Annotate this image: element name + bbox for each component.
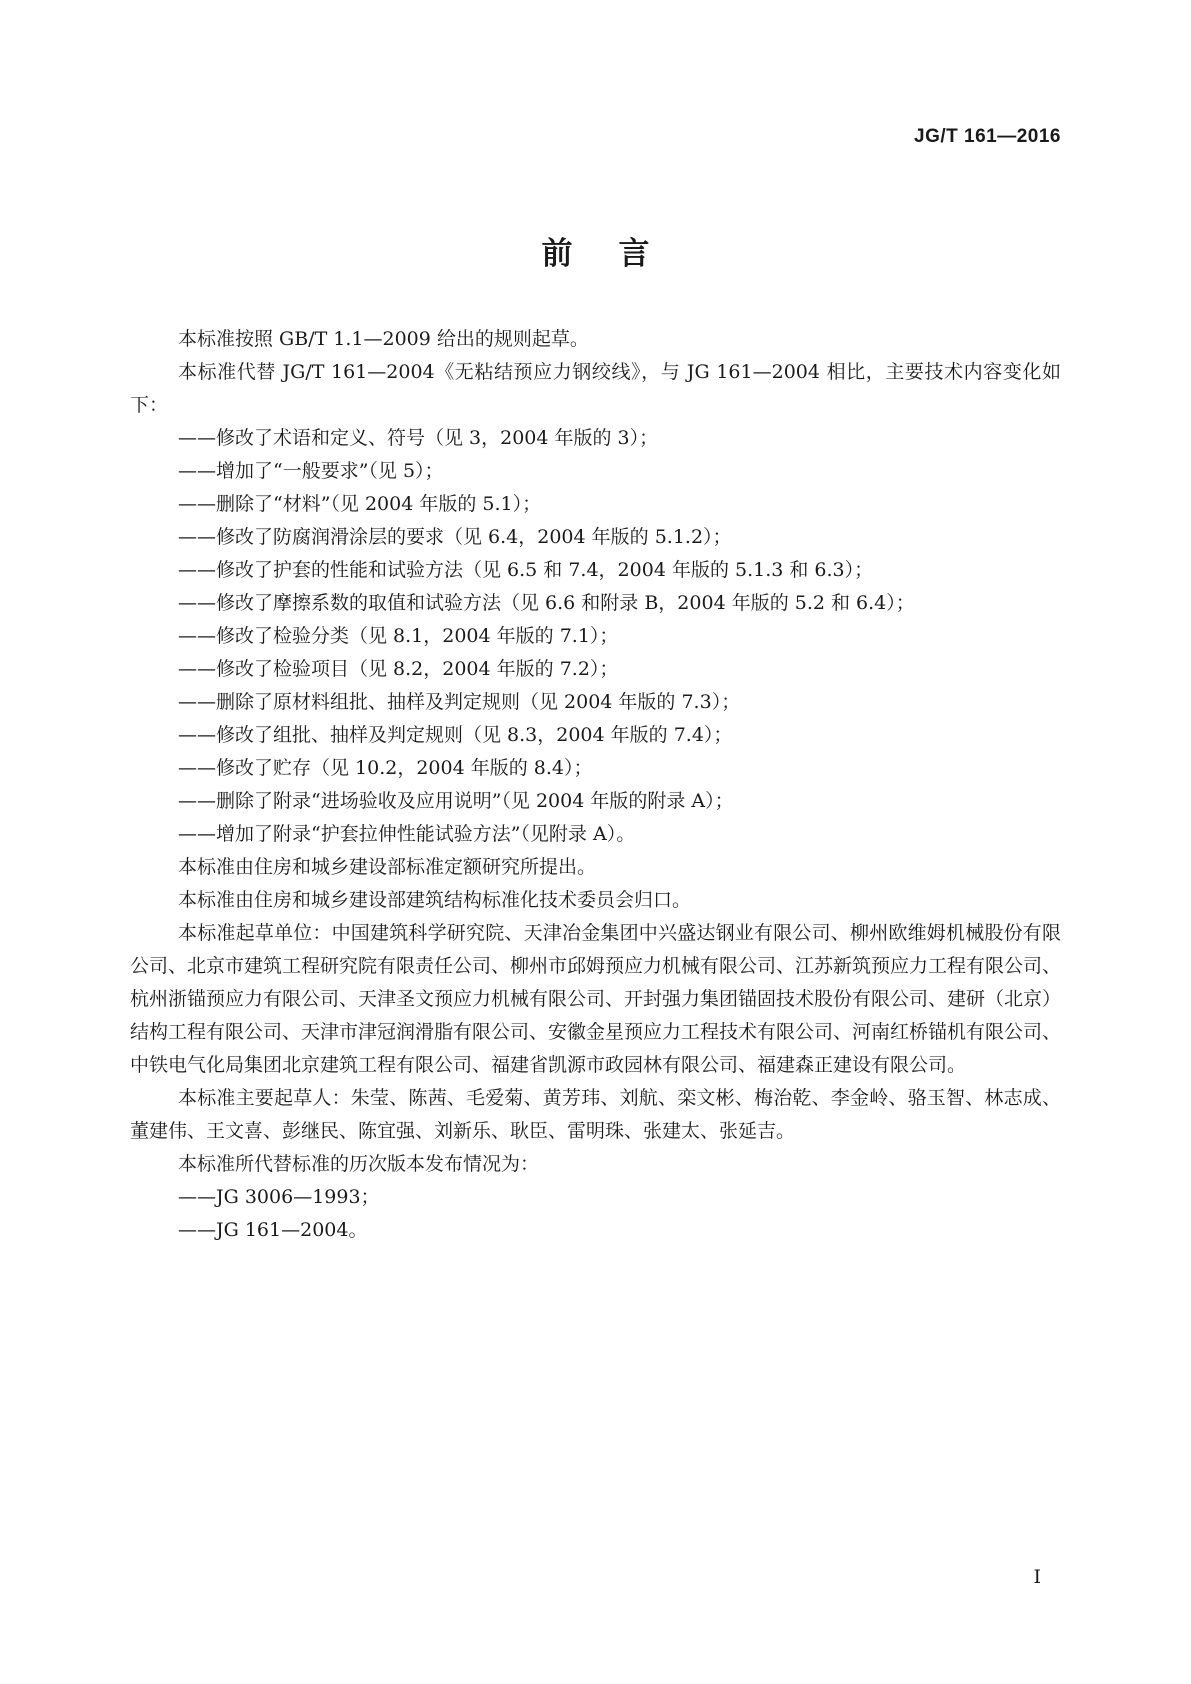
list-item: ——修改了检验项目（见 8.2，2004 年版的 7.2）；	[178, 658, 619, 680]
proposed-by-paragraph: 本标准由住房和城乡建设部标准定额研究所提出。	[178, 856, 597, 878]
list-item: ——修改了术语和定义、符号（见 3，2004 年版的 3）；	[178, 427, 659, 449]
list-item: ——修改了组批、抽样及判定规则（见 8.3，2004 年版的 7.4）；	[178, 724, 733, 746]
list-item: ——修改了摩擦系数的取值和试验方法（见 6.6 和附录 B，2004 年版的 5.2 和 6.4）；	[178, 592, 915, 614]
drafting-units-paragraph: 本标准起草单位：中国建筑科学研究院、天津冶金集团中兴盛达钢业有限公司、柳州欧维姆机械股份有限公司、北京市建筑工程研究院有限责任公司、柳州市邱姆预应力机械有限公司、江苏新筑预应力工程有限公司、杭州浙锚预应力有限公司、天津圣文预应力机械有限公司、开封强力集团锚固技术股份有限公司、建研（北京）结构工程有限公司、天津市津冠润滑脂有限公司、安徽金星预应力工程技术有限公司、河南红桥锚机有限公司、中铁电气化局集团北京建筑工程有限公司、福建省凯源市政园林有限公司、福建森正建设有限公司。	[130, 922, 1062, 1076]
list-item: ——修改了贮存（见 10.2，2004 年版的 8.4）；	[178, 757, 593, 779]
foreword-body	[130, 323, 1061, 1247]
list-item: ——删除了原材料组批、抽样及判定规则（见 2004 年版的 7.3）；	[178, 691, 741, 713]
list-item: ——修改了护套的性能和试验方法（见 6.5 和 7.4，2004 年版的 5.1.3 和 6.3）；	[178, 559, 874, 581]
drafters-paragraph: 本标准主要起草人：朱莹、陈茜、毛爱菊、黄芳玮、刘航、栾文彬、梅治乾、李金岭、骆玉智、林志成、董建伟、王文喜、彭继民、陈宜强、刘新乐、耿臣、雷明珠、张建太、张延吉。	[130, 1087, 1061, 1142]
list-item: ——修改了防腐润滑涂层的要求（见 6.4，2004 年版的 5.1.2）；	[178, 526, 732, 548]
replacement-paragraph: 本标准代替 JG/T 161—2004《无粘结预应力钢绞线》，与 JG 161—2004 相比，主要技术内容变化如下：	[130, 361, 1061, 416]
drafting-rules-paragraph: 本标准按照 GB/T 1.1—2009 给出的规则起草。	[178, 328, 589, 350]
page-number: I	[1033, 1566, 1041, 1588]
list-item: ——修改了检验分类（见 8.1，2004 年版的 7.1）；	[178, 625, 619, 647]
history-intro-paragraph: 本标准所代替标准的历次版本发布情况为：	[178, 1153, 540, 1175]
changes-list	[130, 422, 1061, 851]
list-item: ——增加了“一般要求”（见 5）；	[178, 460, 444, 482]
list-item: ——删除了附录“进场验收及应用说明”（见 2004 年版的附录 A）；	[178, 790, 734, 812]
page-title: 前言	[541, 236, 696, 272]
list-item: ——JG 161—2004。	[178, 1219, 368, 1241]
list-item: ——增加了附录“护套拉伸性能试验方法”（见附录 A）。	[178, 823, 636, 845]
standard-code: JG/T 161—2016	[914, 126, 1061, 147]
list-item: ——删除了“材料”（见 2004 年版的 5.1）；	[178, 493, 542, 515]
list-item: ——JG 3006—1993；	[178, 1186, 380, 1208]
history-list	[130, 1181, 1061, 1247]
managed-by-paragraph: 本标准由住房和城乡建设部建筑结构标准化技术委员会归口。	[178, 889, 692, 911]
